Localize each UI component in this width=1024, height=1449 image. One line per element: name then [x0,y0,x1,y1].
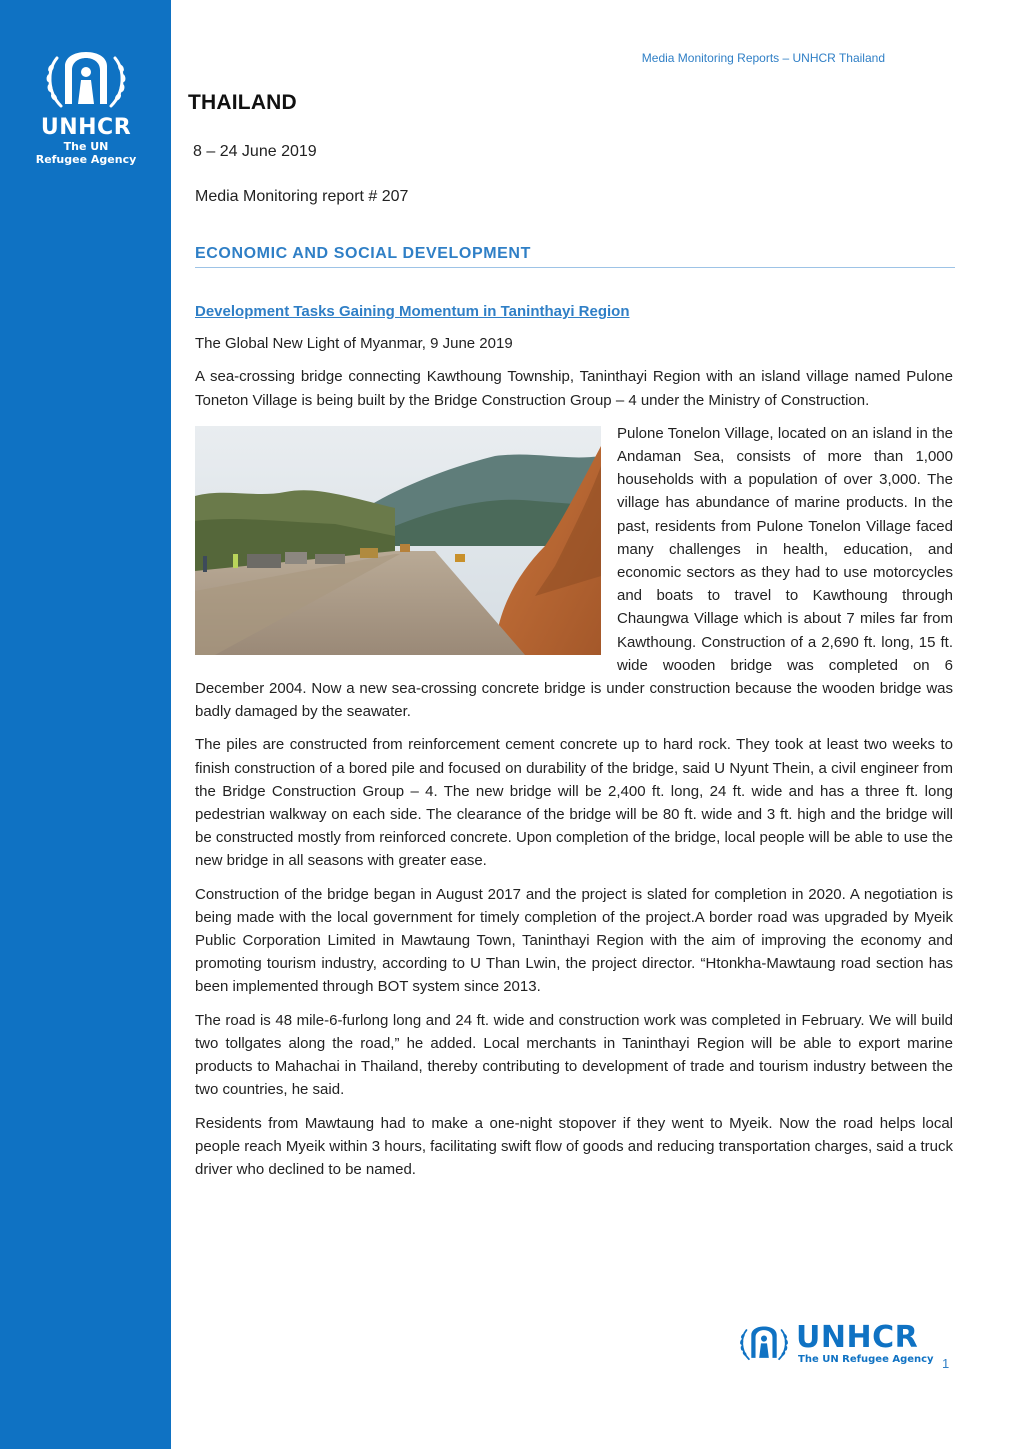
report-dates: 8 – 24 June 2019 [193,143,317,160]
page-title: THAILAND [188,91,297,114]
article-source: The Global New Light of Myanmar, 9 June 2019 [195,335,513,353]
article-paragraph: Construction of the bridge began in August 2017 and the project is slated for completion in 2020. A negotiation is being made with the local government for timely completion of the project.A border road was upgraded by Myeik Public Corporation Limited in Mawtaung Town, Taninthayi Region with the aim of improving the economy and promoting tourism industry, according to U Than Lwin, the project director. “Htonkha-Mawtaung road section has been implemented through BOT system since 2013. [195,885,953,996]
unhcr-logo [28,48,144,166]
article-paragraph: Pulone Tonelon Village, located on an island in the Andaman Sea, consists of more than 1,000 households with a population of over 3,000. The village has abundance of marine products. In the past, residents from Pulone Tonelon Village faced many challenges in health, education, and economic sectors as they had to use motorcycles and boats to travel to Kawthoung through Chaungwa Village which is about 7 miles far from Kawthoung. Construction of a 2,690 ft. long, 15 ft. wide wooden bridge was completed on 6 December 2004. Now a new sea-crossing concrete bridge is under construction because the wooden bridge was badly damaged by the seawater. [195,424,953,721]
article-paragraph: The piles are constructed from reinforcement cement concrete up to hard rock. They took at least two weeks to finish construction of a bored pile and focused on durability of the bridge, said U Nyunt Thein, a civil engineer from the Bridge Construction Group – 4. The new bridge will be 2,400 ft. long, 24 ft. wide and has a three ft. long pedestrian walkway on each side. The clearance of the bridge will be 80 ft. wide and 3 ft. high and the bridge will be constructed mostly from reinforced concrete. Upon completion of the bridge, local people will be able to use the new bridge in all seasons with greater ease. [195,736,953,870]
logo-wordmark: UNHCR [40,115,132,140]
road-photo-image [195,426,601,655]
article-paragraph: A sea-crossing bridge connecting Kawthoung Township, Taninthayi Region with an island village named Pulone Toneton Village is being built by the Bridge Construction Group – 4 under the Ministry of Construction. [195,368,953,409]
unhcr-emblem-icon [738,1321,790,1367]
section-heading: ECONOMIC AND SOCIAL DEVELOPMENT [195,245,955,268]
logo-tagline-line2: Refugee Agency [35,153,137,166]
article-paragraph: The road is 48 mile-6-furlong long and 24 ft. wide and construction work was completed in February. We will build two tollgates along the road,” he added. Local merchants in Taninthayi Region will be able to export marine products to Mahachai in Thailand, thereby contributing to development of trade and tourism industry between the two countries, he said. [195,1011,953,1099]
article-body [195,300,953,1191]
article-paragraph: Residents from Mawtaung had to make a one-night stopover if they went to Myeik. Now the road helps local people reach Myeik within 3 hours, facilitating swift flow of goods and reducing transportation charges, said a truck driver who declined to be named. [195,1114,953,1178]
footer-logo-wordmark: UNHCR [796,1320,919,1355]
sidebar [0,0,171,1449]
road-construction-photo [195,426,601,655]
running-header: Media Monitoring Reports – UNHCR Thailand [641,51,885,65]
footer-unhcr-logo [738,1320,934,1371]
unhcr-emblem-icon [43,48,129,114]
page-number: 1 [942,1356,950,1371]
logo-tagline-line1: The UN [63,140,109,153]
article-title-link[interactable]: Development Tasks Gaining Momentum in Taninthayi Region [195,303,630,320]
report-number: Media Monitoring report # 207 [195,188,409,205]
footer-logo-tagline: The UN Refugee Agency [798,1354,934,1365]
